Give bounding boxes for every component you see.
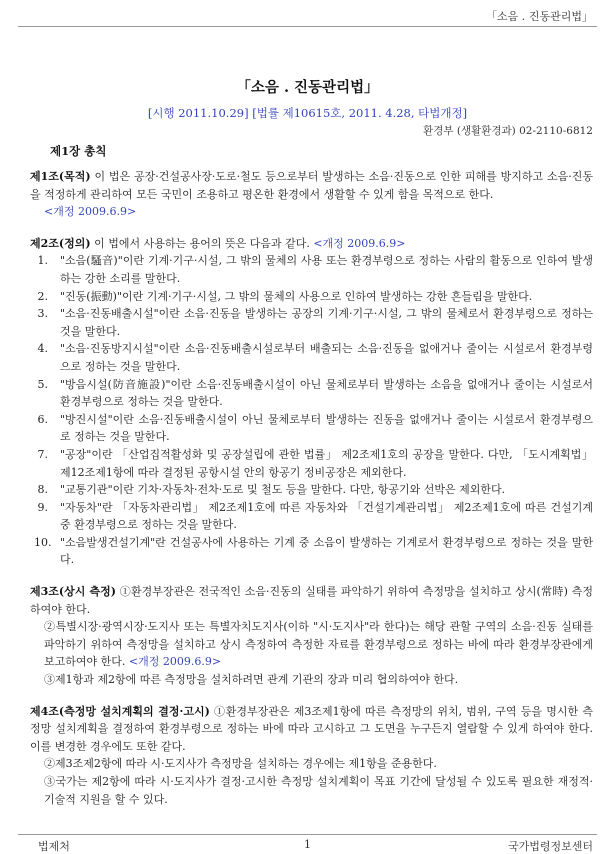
ministry-contact: 환경부 (생활환경과) 02-2110-6812 — [423, 125, 593, 137]
item-number: 10. — [34, 535, 52, 549]
footer-center-name: 국가법령정보센터 — [507, 840, 593, 853]
article-title: 제3조(상시 측정) — [30, 585, 116, 599]
paragraph-text: ②특별시장·광역시장·도지사 또는 특별자치도지사(이하 "시·도지사"라 한다)는 해당 관할 구역의 소음·진동 실태를 파악하기 위하여 측정망을 설치하고 상시 측정하여 측정한 자료를 환경부령으로 정하는 바에 따라 환경부장관에게 보고하여야 한다. — [44, 620, 593, 669]
article-2 — [30, 235, 593, 569]
list-item — [30, 252, 593, 287]
amendment-link[interactable]: <개정 2009.6.9> — [44, 205, 137, 219]
amendment-link[interactable]: <개정 2009.6.9> — [128, 655, 222, 669]
article-3 — [30, 583, 593, 689]
paragraph-text: ②제3조제2항에 따라 시·도지사가 측정망을 설치하는 경우에는 제1항을 준용한다. — [44, 757, 437, 771]
item-text: "공장"이란 「산업집적활성화 및 공장설립에 관한 법률」 제2조제1호의 공장을 말한다. 다만, 「도시계획법」 제12조제1항에 따라 결정된 공항시설 안의 항공기 정비공장은 제외한다. — [60, 447, 593, 479]
list-item — [30, 288, 593, 306]
chapter-heading: 제1장 총칙 — [50, 144, 107, 158]
item-number: 5. — [37, 377, 48, 391]
running-title: 「소음 ․ 진동관리법」 — [485, 10, 593, 23]
item-text: "방음시설(防音施設)"이란 소음·진동배출시설이 아닌 물체로부터 발생하는 소음을 없애거나 줄이는 시설로서 환경부령으로 정하는 것을 말한다. — [60, 377, 593, 409]
list-item — [30, 376, 593, 411]
paragraph — [30, 773, 593, 808]
paragraph-text: ③제1항과 제2항에 따른 측정망을 설치하려면 관계 기관의 장과 미리 협의하여야 한다. — [44, 673, 459, 687]
item-number: 6. — [37, 412, 48, 426]
item-text: "진동(振動)"이란 기계·기구·시설, 그 밖의 물체의 사용으로 인하여 발생하는 강한 흔들림을 말한다. — [60, 289, 533, 303]
footer-source: 법제처 — [38, 840, 70, 853]
paragraph — [30, 755, 593, 773]
item-text: "소음·진동방지시설"이란 소음·진동배출시설로부터 배출되는 소음·진동을 없애거나 줄이는 시설로서 환경부령으로 정하는 것을 말한다. — [60, 342, 593, 373]
paragraph — [30, 671, 593, 689]
list-item — [30, 499, 593, 534]
item-text: "소음·진동배출시설"이란 소음·진동을 발생하는 공장의 기계·기구·시설, 그 밖의 물체로서 환경부령으로 정하는 것을 말한다. — [60, 307, 593, 338]
list-item — [30, 481, 593, 499]
page-title: 「소음 ․ 진동관리법」 — [236, 79, 379, 96]
item-number: 8. — [37, 483, 48, 497]
item-number: 7. — [37, 447, 48, 461]
item-number: 1. — [37, 254, 48, 268]
item-text: "자동차"란 「자동차관리법」 제2조제1호에 따른 자동차와 「건설기계관리법」 제2조제1호에 따른 건설기계 중 환경부령으로 정하는 것을 말한다. — [60, 500, 593, 532]
list-item — [30, 534, 593, 569]
item-text: "소음발생건설기계"란 건설공사에 사용하는 기계 중 소음이 발생하는 기계로서 환경부령으로 정하는 것을 말한다. — [60, 535, 593, 567]
article-text: ①환경부장관은 제3조제1항에 따른 측정망의 위치, 범위, 구역 등을 명시한 측정망 설치계획을 결정하여 환경부령으로 정하는 바에 따라 고시하고 그 도면을 누구든지 열람할 수 있게 하여야 한다. 이를 변경한 경우에도 또한 같다. — [30, 704, 593, 753]
article-text: 이 법에서 사용하는 용어의 뜻은 다음과 같다. — [90, 236, 314, 250]
page-number: 1 — [304, 838, 311, 851]
item-number: 3. — [37, 307, 48, 321]
item-number: 9. — [37, 500, 48, 514]
list-item — [30, 340, 593, 375]
paragraph-text: ③국가는 제2항에 따라 시·도지사가 결정·고시한 측정망 설치계획이 목표 기간에 달성될 수 있도록 필요한 재정적·기술적 지원을 할 수 있다. — [44, 775, 593, 806]
footer-divider — [18, 834, 597, 835]
article-text: 이 법은 공장·건설공사장·도로·철도 등으로부터 발생하는 소음·진동으로 인한 피해를 방지하고 소음·진동을 적정하게 관리하여 모든 국민이 조용하고 평온한 환경에서 생활할 수 있게 함을 목적으로 한다. — [30, 170, 593, 201]
article-1 — [30, 168, 593, 221]
article-title: 제1조(목적) — [30, 170, 91, 183]
definition-list — [30, 252, 593, 569]
item-text: "소음(騷音)"이란 기계·기구·시설, 그 밖의 물체의 사용 또는 환경부령으로 정하는 사람의 활동으로 인하여 발생하는 강한 소리를 말한다. — [60, 254, 593, 285]
header-divider — [18, 26, 597, 27]
list-item — [30, 446, 593, 481]
article-text: ①환경부장관은 전국적인 소음·진동의 실태를 파악하기 위하여 측정망을 설치하고 상시(常時) 측정하여야 한다. — [30, 585, 593, 616]
item-number: 2. — [37, 289, 48, 303]
item-number: 4. — [37, 342, 48, 356]
paragraph — [30, 618, 593, 671]
article-title: 제2조(정의) — [30, 236, 91, 250]
item-text: "교통기관"이란 기차·자동차·전차·도로 및 철도 등을 말한다. 다만, 항공기와 선박은 제외한다. — [60, 483, 506, 497]
item-text: "방진시설"이란 소음·진동배출시설이 아닌 물체로부터 발생하는 진동을 없애거나 줄이는 시설로서 환경부령으로 정하는 것을 말한다. — [60, 412, 593, 444]
article-4 — [30, 703, 593, 809]
list-item — [30, 411, 593, 446]
document-body — [30, 168, 593, 822]
enforcement-info[interactable]: [시행 2011.10.29] [법률 제10615호, 2011. 4.28, 타법개정] — [147, 106, 468, 120]
list-item — [30, 305, 593, 340]
amendment-link[interactable]: <개정 2009.6.9> — [313, 236, 406, 250]
article-title: 제4조(측정망 설치계획의 결정·고시) — [30, 704, 210, 718]
